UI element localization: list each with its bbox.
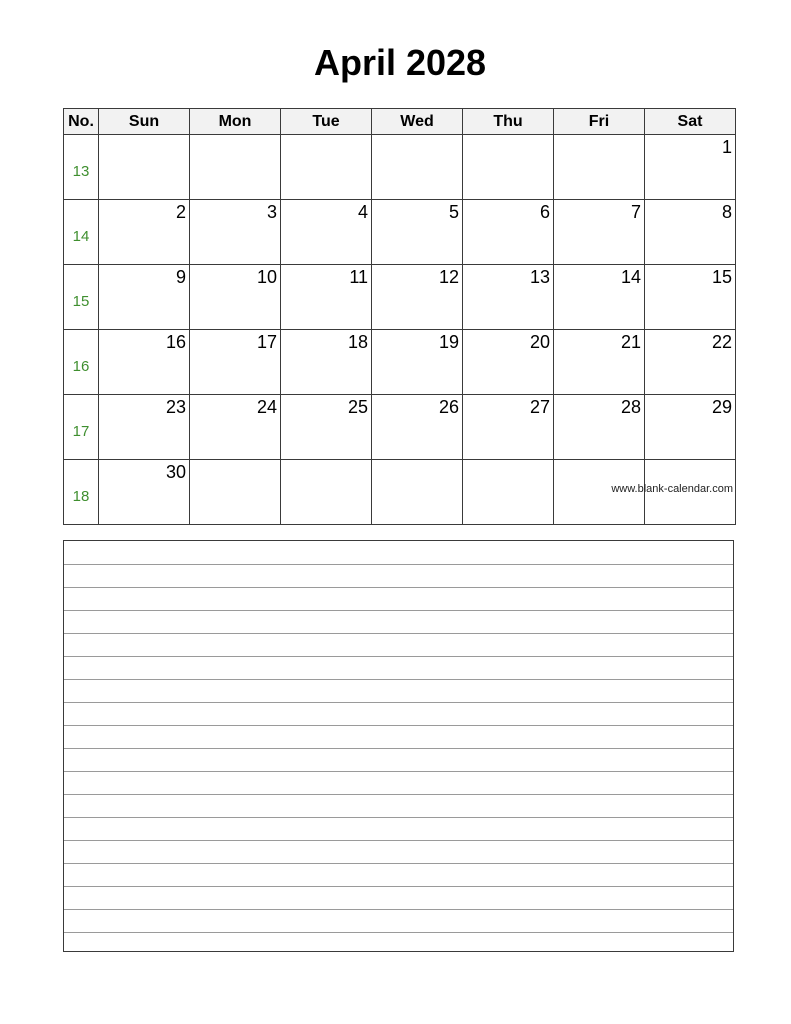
day-cell: 22 xyxy=(645,330,736,395)
day-cell: 17 xyxy=(190,330,281,395)
note-line xyxy=(64,817,733,818)
day-cell xyxy=(463,135,554,200)
week-number: 13 xyxy=(64,135,99,200)
day-cell: 24 xyxy=(190,395,281,460)
note-line xyxy=(64,702,733,703)
day-cell: 29 xyxy=(645,395,736,460)
day-cell xyxy=(190,460,281,525)
week-row xyxy=(64,395,736,460)
note-line xyxy=(64,748,733,749)
notes-box xyxy=(63,540,734,952)
note-line xyxy=(64,656,733,657)
day-cell: 19 xyxy=(372,330,463,395)
day-cell: 28 xyxy=(554,395,645,460)
note-line xyxy=(64,679,733,680)
header-mon: Mon xyxy=(190,109,281,135)
day-cell xyxy=(554,135,645,200)
header-week-number: No. xyxy=(64,109,99,135)
day-cell: 21 xyxy=(554,330,645,395)
day-cell: 25 xyxy=(281,395,372,460)
website-credit: www.blank-calendar.com xyxy=(611,483,733,495)
week-row xyxy=(64,330,736,395)
day-cell: 6 xyxy=(463,200,554,265)
day-cell xyxy=(372,460,463,525)
header-wed: Wed xyxy=(372,109,463,135)
week-row xyxy=(64,265,736,330)
day-cell xyxy=(463,460,554,525)
header-sat: Sat xyxy=(645,109,736,135)
header-sun: Sun xyxy=(99,109,190,135)
note-line xyxy=(64,886,733,887)
day-cell: 8 xyxy=(645,200,736,265)
day-cell: 23 xyxy=(99,395,190,460)
header-tue: Tue xyxy=(281,109,372,135)
week-number: 17 xyxy=(64,395,99,460)
note-line xyxy=(64,794,733,795)
day-cell: 27 xyxy=(463,395,554,460)
day-cell: 4 xyxy=(281,200,372,265)
day-cell: 7 xyxy=(554,200,645,265)
week-row xyxy=(64,200,736,265)
day-cell: 1 xyxy=(645,135,736,200)
day-cell: 15 xyxy=(645,265,736,330)
day-cell: 26 xyxy=(372,395,463,460)
note-line xyxy=(64,633,733,634)
note-line xyxy=(64,863,733,864)
day-cell: 30 xyxy=(99,460,190,525)
day-cell: 3 xyxy=(190,200,281,265)
note-line xyxy=(64,932,733,933)
note-line xyxy=(64,909,733,910)
week-number: 14 xyxy=(64,200,99,265)
day-cell xyxy=(372,135,463,200)
header-row xyxy=(64,109,736,135)
day-cell: 12 xyxy=(372,265,463,330)
day-cell: 10 xyxy=(190,265,281,330)
day-cell: 14 xyxy=(554,265,645,330)
header-fri: Fri xyxy=(554,109,645,135)
day-cell: 13 xyxy=(463,265,554,330)
header-thu: Thu xyxy=(463,109,554,135)
day-cell: 9 xyxy=(99,265,190,330)
calendar-title: April 2028 xyxy=(313,42,487,83)
day-cell: 18 xyxy=(281,330,372,395)
day-cell: 5 xyxy=(372,200,463,265)
note-line xyxy=(64,771,733,772)
day-cell: 2 xyxy=(99,200,190,265)
week-number: 15 xyxy=(64,265,99,330)
day-cell xyxy=(99,135,190,200)
day-cell xyxy=(190,135,281,200)
day-cell: 11 xyxy=(281,265,372,330)
note-line xyxy=(64,725,733,726)
day-cell xyxy=(281,135,372,200)
note-line xyxy=(64,587,733,588)
calendar-grid xyxy=(63,108,736,525)
note-line xyxy=(64,610,733,611)
note-line xyxy=(64,564,733,565)
week-row xyxy=(64,135,736,200)
week-number: 16 xyxy=(64,330,99,395)
day-cell: 20 xyxy=(463,330,554,395)
note-line xyxy=(64,840,733,841)
week-number: 18 xyxy=(64,460,99,525)
day-cell xyxy=(281,460,372,525)
day-cell: 16 xyxy=(99,330,190,395)
